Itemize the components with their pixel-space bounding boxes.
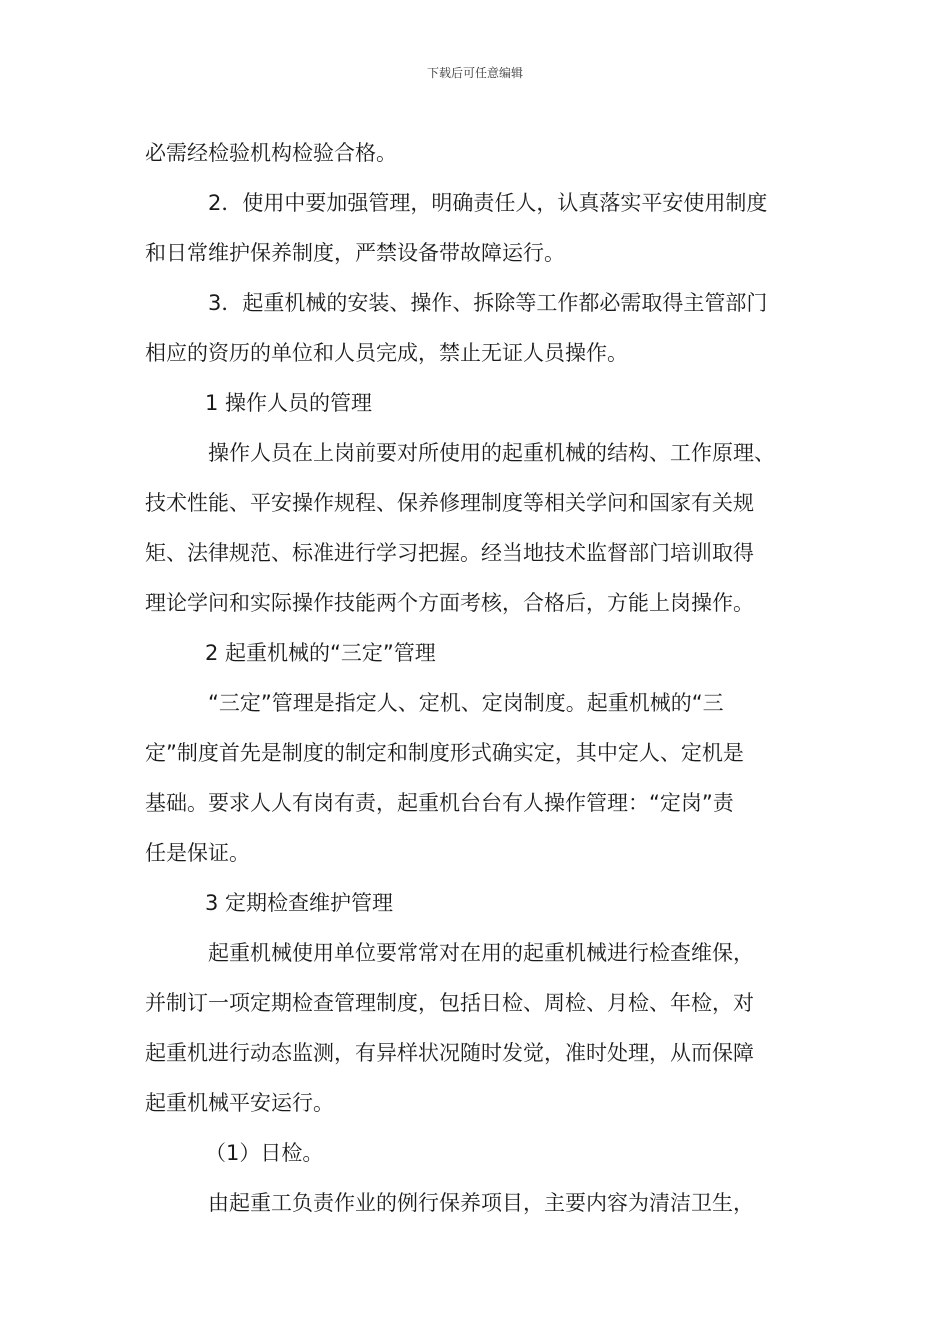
section-heading: 2 起重机械的“三定”管理 (205, 641, 436, 665)
paragraph-line: 相应的资历的单位和人员完成，禁止无证人员操作。 (145, 341, 628, 365)
paragraph-line: 起重机械使用单位要常常对在用的起重机械进行检查维保， (208, 941, 754, 965)
paragraph-line: 技术性能、平安操作规程、保养修理制度等相关学问和国家有关规 (145, 491, 754, 515)
section-heading: 3 定期检查维护管理 (205, 891, 394, 915)
page-header: 下载后可任意编辑 (426, 66, 523, 80)
paragraph-line: 定”制度首先是制度的制定和制度形式确实定，其中定人、定机是 (145, 741, 744, 765)
paragraph-line: 由起重工负责作业的例行保养项目，主要内容为清洁卫生， (208, 1191, 754, 1215)
paragraph-line: 基础。要求人人有岗有责，起重机台台有人操作管理：“定岗”责 (145, 791, 734, 815)
paragraph-line: 操作人员在上岗前要对所使用的起重机械的结构、工作原理、 (208, 441, 775, 465)
paragraph-line: 和日常维护保养制度，严禁设备带故障运行。 (145, 241, 565, 265)
list-item: （1）日检。 (205, 1141, 324, 1165)
paragraph-line: 并制订一项定期检查管理制度，包括日检、周检、月检、年检，对 (145, 991, 754, 1015)
paragraph-line: 起重机械平安运行。 (145, 1091, 334, 1115)
section-heading: 1 操作人员的管理 (205, 391, 373, 415)
paragraph-line: 2．使用中要加强管理，明确责任人，认真落实平安使用制度 (208, 191, 768, 215)
paragraph-line: 起重机进行动态监测，有异样状况随时发觉，准时处理，从而保障 (145, 1041, 754, 1065)
paragraph-line: 矩、法律规范、标准进行学习把握。经当地技术监督部门培训取得 (145, 541, 754, 565)
paragraph-line: “三定”管理是指定人、定机、定岗制度。起重机械的“三 (208, 691, 724, 715)
paragraph-line: 理论学问和实际操作技能两个方面考核，合格后，方能上岗操作。 (145, 591, 754, 615)
document-body (145, 128, 845, 1228)
paragraph-line: 任是保证。 (145, 841, 250, 865)
paragraph-line: 3．起重机械的安装、操作、拆除等工作都必需取得主管部门 (208, 291, 768, 315)
paragraph-line: 必需经检验机构检验合格。 (145, 141, 397, 165)
